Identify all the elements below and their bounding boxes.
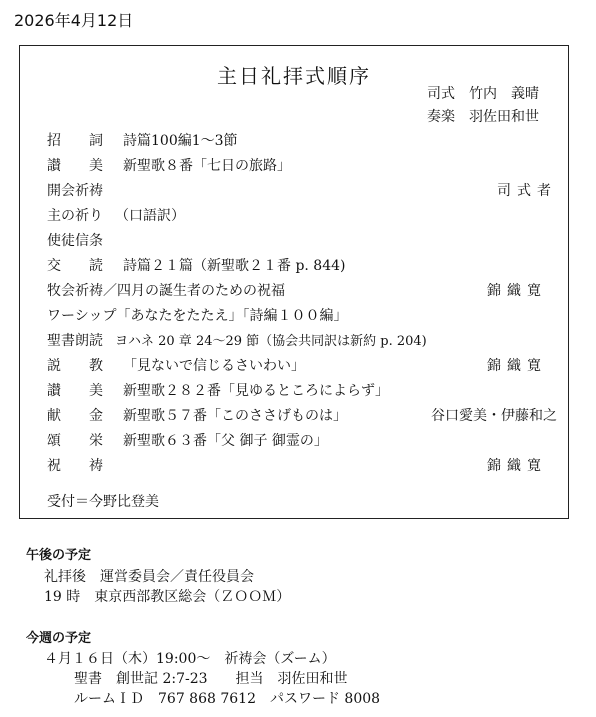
item-person: 錦織寛 <box>487 358 547 374</box>
item-detail: ヨハネ 20 章 24～29 節（協会共同訳は新約 p. 204) <box>115 334 427 349</box>
afternoon-line: 19 時 東京西部教区総会（ＺＯＯＭ） <box>44 589 291 605</box>
item-detail: 新聖歌５７番「このささげものは」 <box>123 408 347 424</box>
item-detail: 詩篇100編1～3節 <box>123 133 238 149</box>
item-detail: 新聖歌６３番「父 御子 御霊の」 <box>123 433 328 449</box>
item-label: 祝 祷 <box>47 458 103 474</box>
item-detail: 新聖歌８番「七日の旅路」 <box>123 158 291 174</box>
week-line: ルームＩＤ 767 868 7612 パスワード 8008 <box>74 691 381 707</box>
presider: 司式 竹内 義晴 <box>427 86 539 102</box>
item-label: 献 金 <box>47 408 103 424</box>
item-label: ワーシップ「あなたをたたえ」「詩編１００編」 <box>47 308 348 324</box>
item-label: 讃 美 <box>47 383 103 399</box>
order-item <box>47 305 557 327</box>
item-label: 説 教 <box>47 358 103 374</box>
order-item <box>47 430 557 452</box>
order-item <box>47 230 557 252</box>
item-label: 牧会祈祷／四月の誕生者のための祝福 <box>47 283 285 299</box>
order-item <box>47 330 557 352</box>
bulletin-date: 2026年4月12日 <box>14 11 134 30</box>
item-label: 交 読 <box>47 258 103 274</box>
order-item <box>47 180 557 202</box>
order-item <box>47 355 557 377</box>
afternoon-line: 礼拝後 運営委員会／責任役員会 <box>44 569 254 585</box>
order-item <box>47 280 557 302</box>
week-line: ４月１６日（木）19:00～ 祈祷会（ズーム） <box>44 651 336 667</box>
order-item <box>47 155 557 177</box>
order-item <box>47 255 557 277</box>
item-label: 使徒信条 <box>47 233 103 249</box>
item-person: 錦織寛 <box>487 283 547 299</box>
order-item <box>47 455 557 477</box>
item-label: 招 詞 <box>47 133 103 149</box>
item-detail: 詩篇２１篇（新聖歌２１番 p. 844) <box>123 258 346 274</box>
order-item <box>47 205 557 227</box>
week-line: 聖書 創世記 2:7-23 担当 羽佐田和世 <box>74 671 348 687</box>
order-item <box>47 405 557 427</box>
order-item <box>47 380 557 402</box>
week-heading: 今週の予定 <box>26 631 92 646</box>
organist: 奏楽 羽佐田和世 <box>427 109 539 125</box>
item-label: 主の祈り <box>47 208 103 224</box>
reception: 受付＝今野比登美 <box>47 494 159 510</box>
item-label: 讃 美 <box>47 158 103 174</box>
item-label: 聖書朗読 <box>47 333 103 349</box>
item-person: 司式者 <box>497 183 557 199</box>
item-detail: 新聖歌２８２番「見ゆるところによらず」 <box>123 383 389 399</box>
item-detail: （口語訳） <box>115 208 185 224</box>
order-item <box>47 130 557 152</box>
item-label: 頌 栄 <box>47 433 103 449</box>
item-detail: 「見ないで信じるさいわい」 <box>123 358 305 374</box>
afternoon-heading: 午後の予定 <box>26 548 92 563</box>
item-person: 谷口愛美・伊藤和之 <box>431 408 557 424</box>
order-of-worship-box <box>19 45 569 519</box>
item-person: 錦織寛 <box>487 458 547 474</box>
order-title: 主日礼拝式順序 <box>217 64 371 88</box>
item-label: 開会祈祷 <box>47 183 103 199</box>
